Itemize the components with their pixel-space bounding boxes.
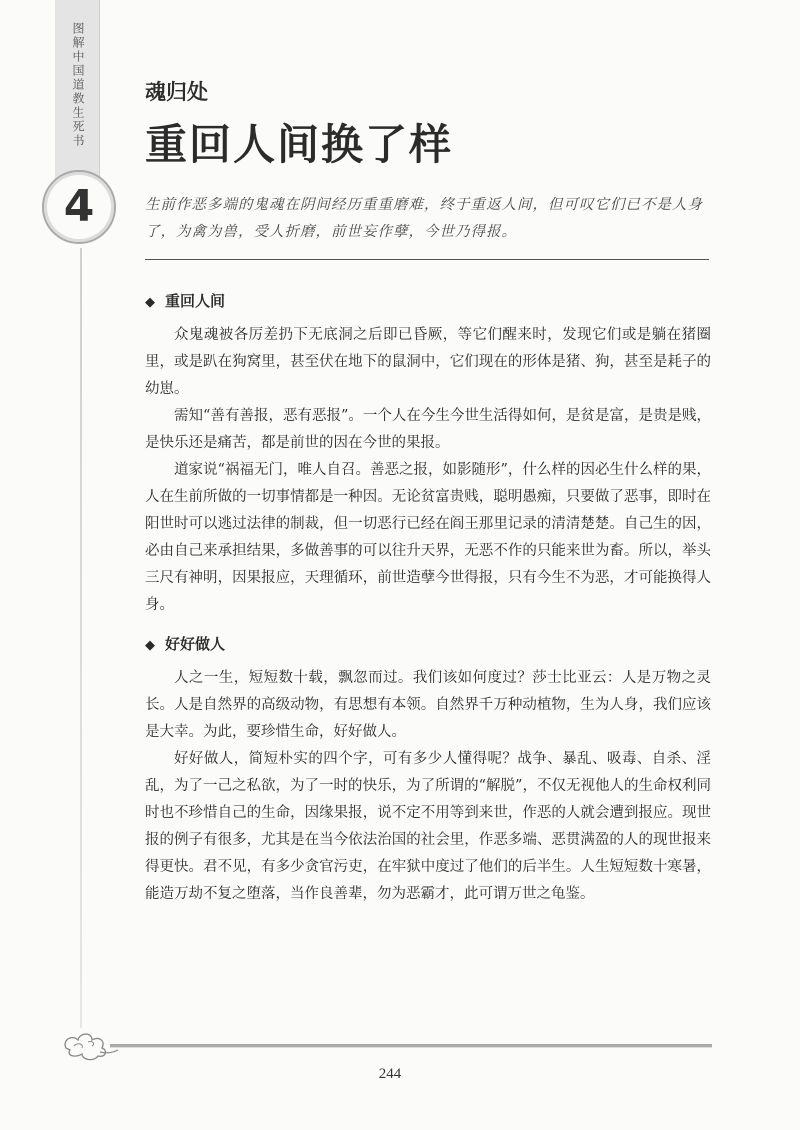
- body-content: [145, 288, 711, 908]
- section-label: 魂归处: [145, 80, 208, 104]
- chapter-number: 4: [63, 181, 95, 232]
- header-divider: [145, 259, 709, 260]
- section-heading: [145, 631, 711, 659]
- intro-paragraph: 生前作恶多端的鬼魂在阴间经历重重磨难，终于重返人间，但可叹它们已不是人身了，为禽为兽，受人折磨，前世妄作孽，今世乃得报。: [145, 197, 703, 240]
- section-haohaozuoren: [145, 631, 711, 908]
- paragraph: 需知“善有善报，恶有恶报”。一个人在今生今世生活得如何，是贫是富，是贵是贱，是快乐还是痛苦，都是前世的因在今世的果报。: [145, 408, 711, 451]
- section-heading-text: 好好做人: [165, 635, 226, 653]
- diamond-bullet-icon: ◆: [145, 638, 155, 653]
- page-number: 244: [378, 1066, 402, 1082]
- margin-rule: [80, 248, 82, 1028]
- section-heading: [145, 288, 711, 316]
- footer-rule: [110, 1044, 712, 1048]
- paragraph: 好好做人，简短朴实的四个字，可有多少人懂得呢？战争、暴乱、吸毒、自杀、淫乱，为了一己之私欲，为了一时的快乐，为了所谓的“解脱”，不仅无视他人的生命权利同时也不珍惜自己的生命，因缘果报，说不定不用等到来世，作恶的人就会遭到报应。现世报的例子有很多，尤其是在当今依法治国的社会里，作恶多端、恶贯满盈的人的现世报来得更快。君不见，有多少贪官污吏，在牢狱中度过了他们的后半生。人生短短数十寒暑，能造万劫不复之堕落，当作良善辈，勿为恶霸才，此可谓万世之龟鉴。: [145, 751, 711, 902]
- section-rehuijian: [145, 288, 711, 619]
- sidebar-book-title: 图解中国道教生死书: [71, 22, 85, 148]
- paragraph: 人之一生，短短数十载，飘忽而过。我们该如何度过？莎士比亚云：人是万物之灵长。人是自然界的高级动物，有思想有本领。自然界千万种动植物，生为人身，我们应该是大幸。为此，要珍惜生命，好好做人。: [145, 670, 711, 740]
- section-heading-text: 重回人间: [165, 292, 226, 310]
- diamond-bullet-icon: ◆: [145, 295, 155, 310]
- page-title: 重回人间换了样: [145, 120, 454, 169]
- paragraph: 道家说“祸福无门，唯人自召。善恶之报，如影随形”，什么样的因必生什么样的果，人在生前所做的一切事情都是一种因。无论贫富贵贱，聪明愚痴，只要做了恶事，即时在阳世时可以逃过法律的制裁，但一切恶行已经在阎王那里记录的清清楚楚。自己生的因，必由自己来承担结果，多做善事的可以往升天界，无恶不作的只能来世为畜。所以，举头三尺有神明，因果报应，天理循环，前世造孽今世得报，只有今生不为恶，才可能换得人身。: [145, 462, 711, 613]
- paragraph: 众鬼魂被各厉差扔下无底洞之后即已昏厥，等它们醒来时，发现它们或是躺在猪圈里，或是趴在狗窝里，甚至伏在地下的鼠洞中，它们现在的形体是猪、狗，甚至是耗子的幼崽。: [145, 327, 711, 397]
